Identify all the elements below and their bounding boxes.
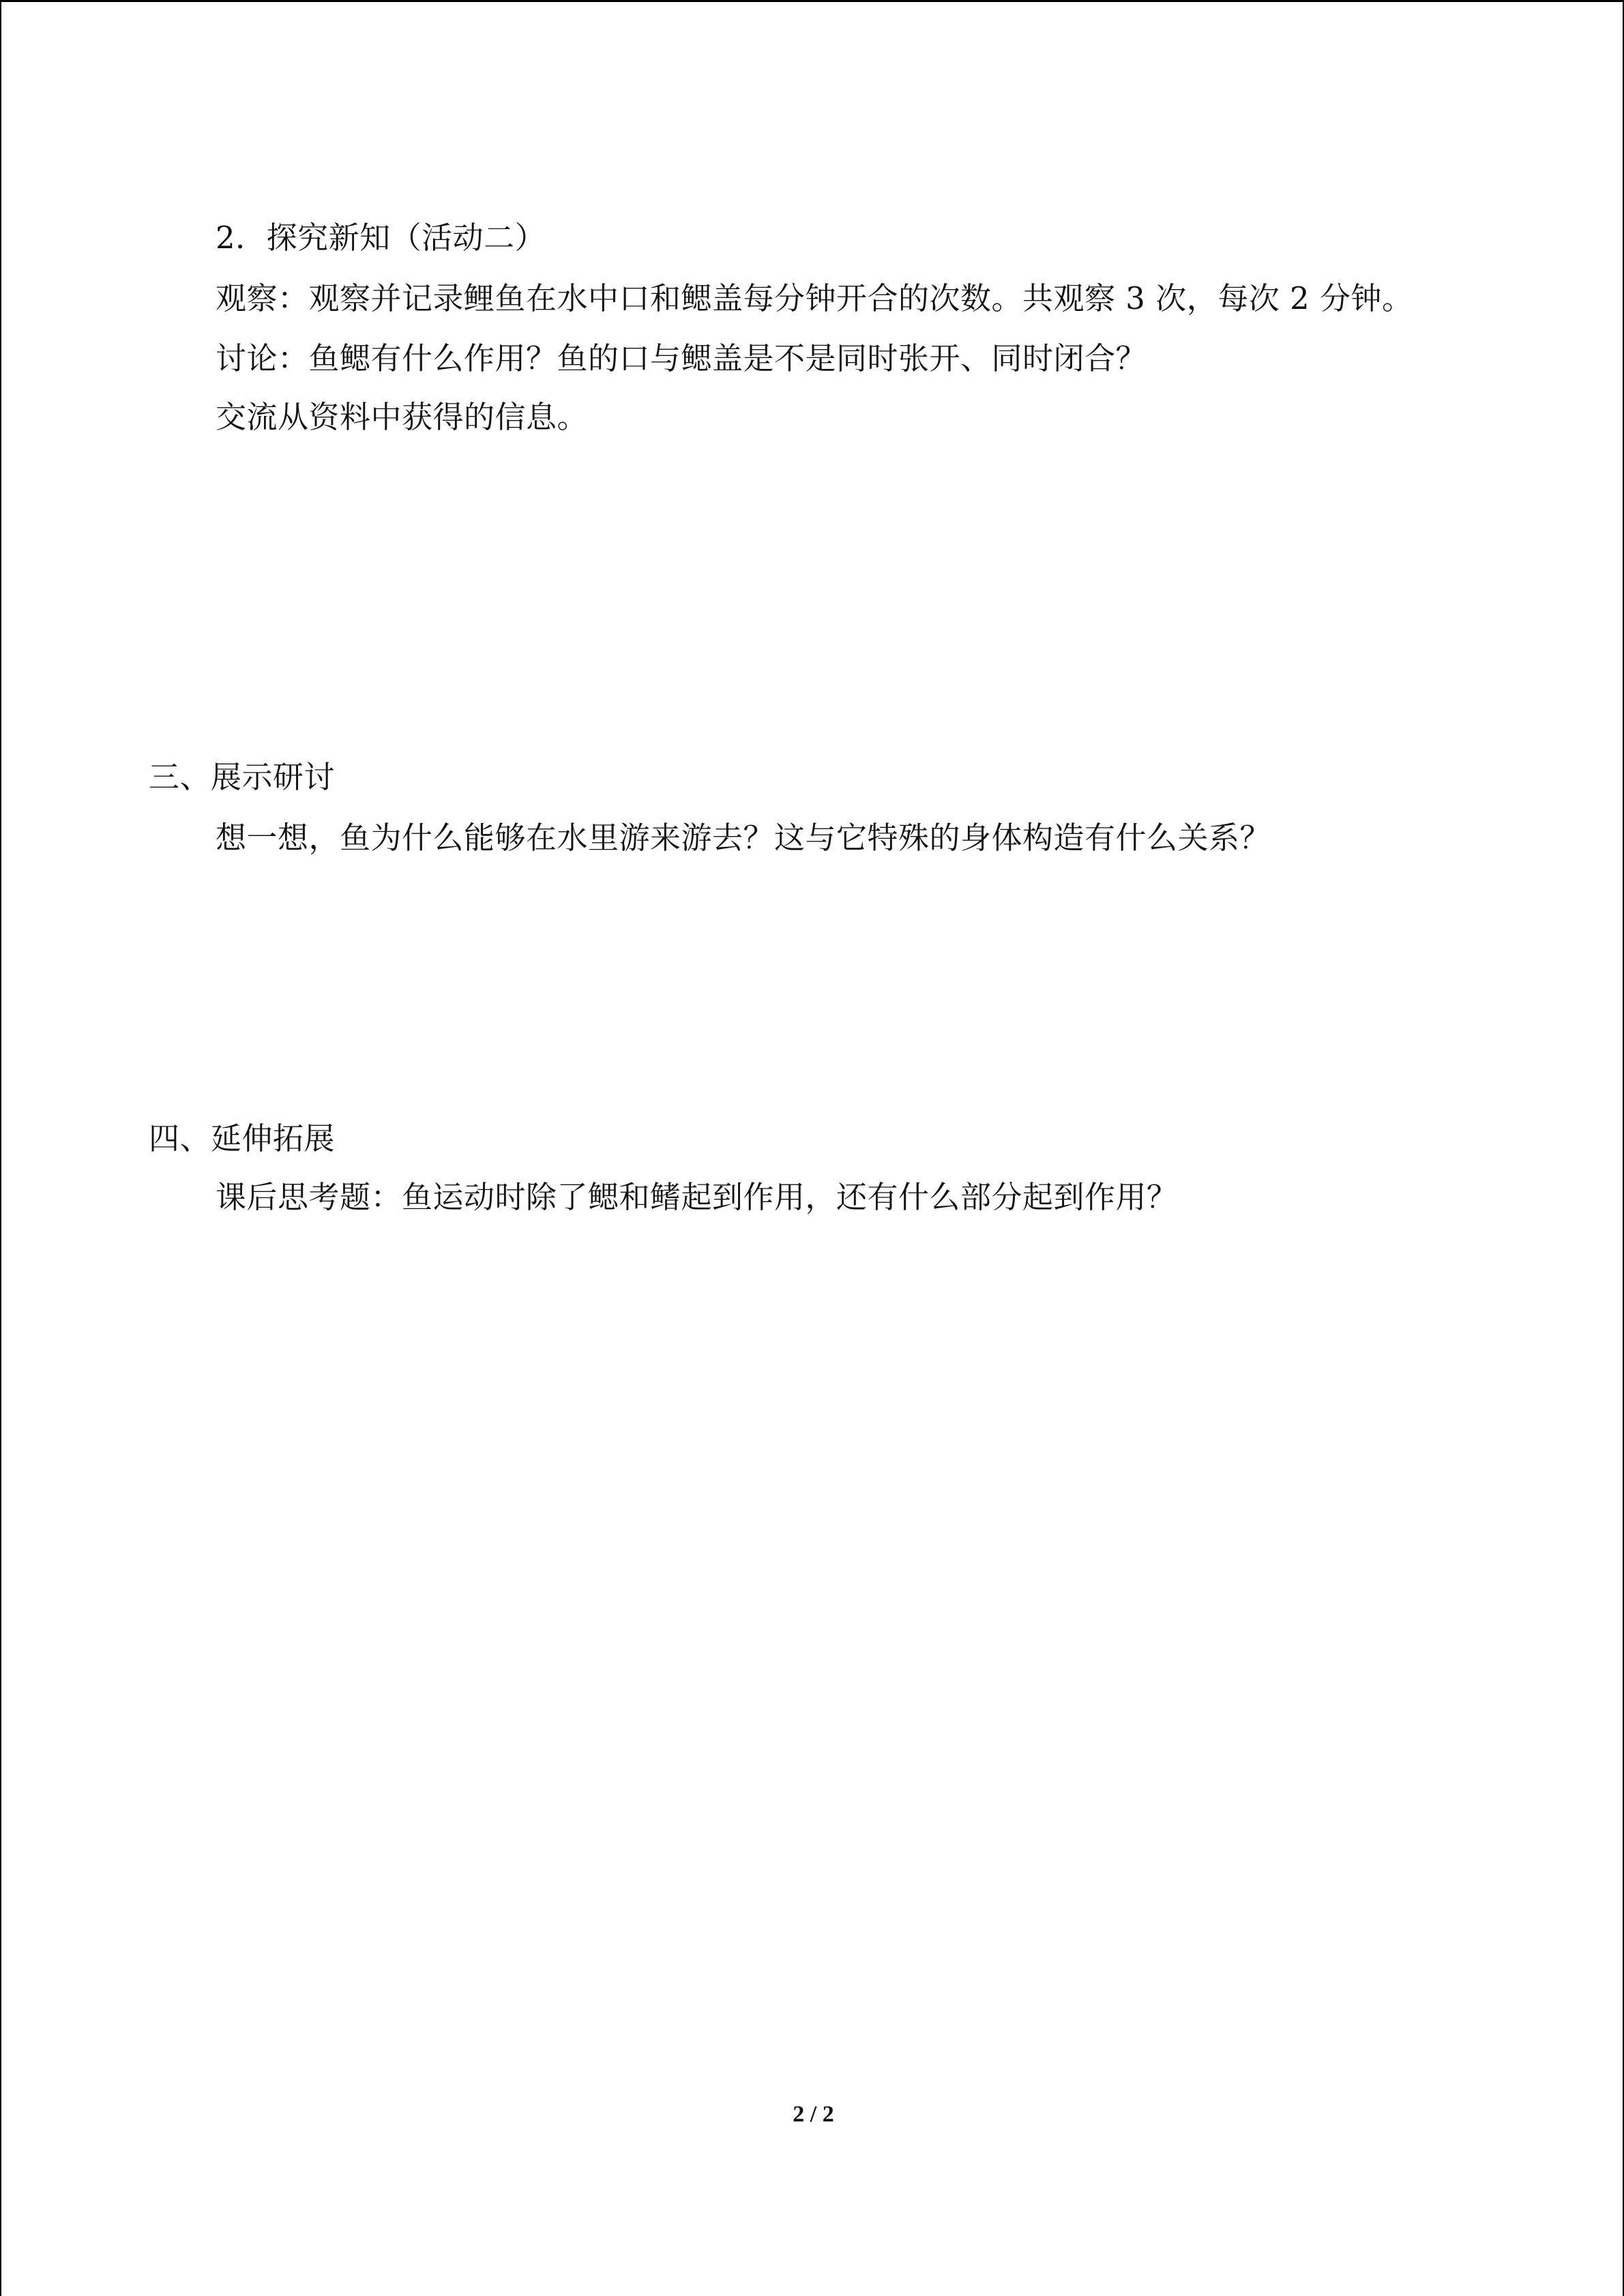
section-four-question: 课后思考题：鱼运动时除了鳃和鳍起到作用，还有什么部分起到作用？	[216, 1179, 1178, 1215]
discuss-text: 讨论：鱼鳃有什么作用？鱼的口与鳃盖是不是同时张开、同时闭合？	[216, 340, 1147, 376]
exchange-text: 交流从资料中获得的信息。	[216, 399, 589, 435]
section-three-heading: 三、展示研讨	[149, 759, 336, 795]
section-four-heading: 四、延伸拓展	[149, 1120, 336, 1157]
section-three-question: 想一想，鱼为什么能够在水里游来游去？这与它特殊的身体构造有什么关系？	[216, 820, 1271, 856]
observe-text: 观察：观察并记录鲤鱼在水中口和鳃盖每分钟开合的次数。共观察 3 次，每次 2 分钟。	[216, 280, 1413, 316]
activity-two-title: 2．探究新知（活动二）	[216, 220, 546, 256]
page-number: 2 / 2	[793, 2102, 834, 2127]
